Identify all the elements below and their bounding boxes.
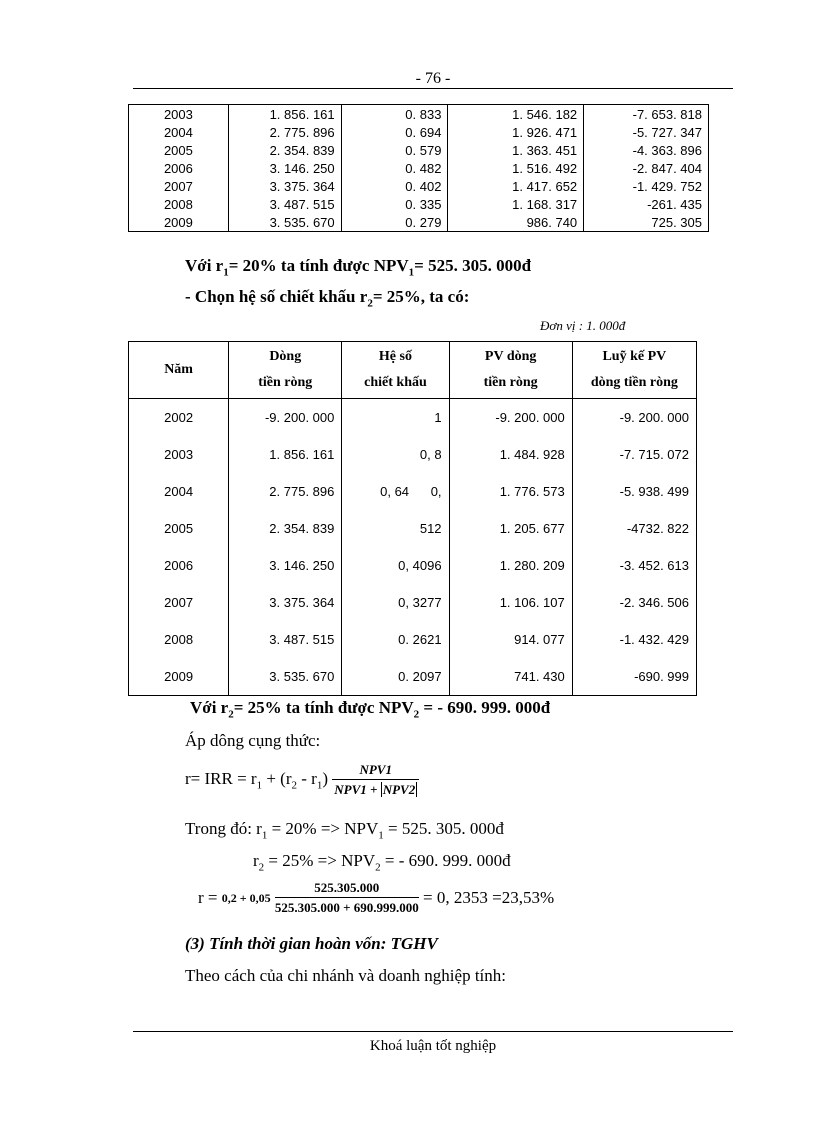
table-cell: 512 xyxy=(342,510,449,547)
table-cell: -7. 653. 818 xyxy=(584,105,709,124)
table-row xyxy=(129,510,697,547)
section-heading: (3) Tính thời gian hoàn vốn: TGHV xyxy=(185,934,438,953)
irr-fraction: $\frac{\text{NPV1}}{\text{NPV1 + NPV2}}$ xyxy=(332,762,419,798)
table-cell: 1. 546. 182 xyxy=(448,105,584,124)
column-header xyxy=(342,342,449,399)
table-row xyxy=(129,141,709,159)
table-row xyxy=(129,547,697,584)
choose-discount-line: - Chọn hệ số chiết khấu $r_2= 25\%$, ta có: xyxy=(185,287,470,310)
table-cell: 2. 775. 896 xyxy=(228,123,341,141)
table-cell: 2007 xyxy=(129,177,229,195)
table-cell: -5. 938. 499 xyxy=(572,473,696,510)
table-cell: 1. 280. 209 xyxy=(449,547,572,584)
table-cell: -4. 363. 896 xyxy=(584,141,709,159)
column-header-line: tiền ròng xyxy=(258,375,313,390)
npv1-result-line: Với $r_1= 20\%$ ta tính được $NPV_1= 525$. 305. 000đ xyxy=(185,256,532,279)
table-cell: 1 xyxy=(342,399,449,437)
table-row xyxy=(129,436,697,473)
table-cell: 2002 xyxy=(129,399,229,437)
footer-text: Khoá luận tốt nghiệp xyxy=(369,1038,497,1054)
table-cell: 2008 xyxy=(129,621,229,658)
header-rule xyxy=(133,88,733,89)
table-cell: -5. 727. 347 xyxy=(584,123,709,141)
table-cell: 3. 375. 364 xyxy=(229,584,342,621)
table-cell: 3. 146. 250 xyxy=(228,159,341,177)
table-cell: 1. 776. 573 xyxy=(449,473,572,510)
table-cell: 1. 926. 471 xyxy=(448,123,584,141)
table-cell: 0, 8 xyxy=(342,436,449,473)
column-header-line: PV dòng xyxy=(484,349,537,364)
table-cell: 2. 775. 896 xyxy=(229,473,342,510)
column-header xyxy=(572,342,696,399)
table-cell: 741. 430 xyxy=(449,658,572,696)
table-cell: 0. 694 xyxy=(341,123,448,141)
table-row xyxy=(129,177,709,195)
table-cell: 0. 335 xyxy=(341,195,448,213)
table-cell: 1. 484. 928 xyxy=(449,436,572,473)
calc-fraction: $\frac{525.305.000}{525.305.000 + 690.999.000}$ xyxy=(274,880,419,915)
table-row xyxy=(129,123,709,141)
column-header-line: Năm xyxy=(164,362,193,377)
table-cell: 0. 279 xyxy=(341,213,448,232)
table-cell: 2006 xyxy=(129,159,229,177)
npv2-table xyxy=(128,341,697,696)
table-cell: -1. 432. 429 xyxy=(572,621,696,658)
column-header-line: dòng tiền ròng xyxy=(590,375,678,390)
table-cell: -9. 200. 000 xyxy=(229,399,342,437)
table-cell: 2007 xyxy=(129,584,229,621)
table-cell: -7. 715. 072 xyxy=(572,436,696,473)
table-cell: 2008 xyxy=(129,195,229,213)
table-row xyxy=(129,584,697,621)
column-header-line: tiền ròng xyxy=(483,375,538,390)
table-cell: 986. 740 xyxy=(448,213,584,232)
table-cell: -3. 452. 613 xyxy=(572,547,696,584)
table-cell: 0. 482 xyxy=(341,159,448,177)
table-cell: 1. 106. 107 xyxy=(449,584,572,621)
table-cell: 1. 516. 492 xyxy=(448,159,584,177)
table-cell: 914. 077 xyxy=(449,621,572,658)
table-cell: 0. 2097 xyxy=(342,658,449,696)
table-cell: 2. 354. 839 xyxy=(228,141,341,159)
table-cell: 0. 833 xyxy=(341,105,448,124)
column-header-line: chiết khấu xyxy=(364,375,427,390)
table-cell: -9. 200. 000 xyxy=(572,399,696,437)
table-row xyxy=(129,105,709,124)
table-cell: 2003 xyxy=(129,436,229,473)
table-cell: 3. 487. 515 xyxy=(229,621,342,658)
table-cell: -1. 429. 752 xyxy=(584,177,709,195)
table-row xyxy=(129,213,709,232)
npv2-result-line: Với $r_2= 25\%$ ta tính được $NPV_2$ = - 690. 999. 000đ xyxy=(190,698,551,721)
table-cell: 0, 3277 xyxy=(342,584,449,621)
table-cell: -2. 346. 506 xyxy=(572,584,696,621)
table-cell: 3. 535. 670 xyxy=(228,213,341,232)
table-cell: 3. 487. 515 xyxy=(228,195,341,213)
table-row xyxy=(129,658,697,696)
table-cell: 0, 4096 xyxy=(342,547,449,584)
irr-calculation: r = 0,2 + 0,05 $\frac{525.305.000}{525.305.000 + 690.999.000}$ = 0, 2353 =23,53% xyxy=(198,880,555,915)
table-row xyxy=(129,159,709,177)
table-cell: -690. 999 xyxy=(572,658,696,696)
table-cell: 2003 xyxy=(129,105,229,124)
table-cell: -4732. 822 xyxy=(572,510,696,547)
where-r2-line: $r_2 = 25\% => NPV_2$ = - 690. 999. 000đ xyxy=(253,851,511,874)
table-cell: 2006 xyxy=(129,547,229,584)
table-cell: 725. 305 xyxy=(584,213,709,232)
table-cell: 2005 xyxy=(129,141,229,159)
apply-formula-line: Áp dông cụng thức: xyxy=(185,731,321,750)
table-cell: 2004 xyxy=(129,473,229,510)
page-number: - 76 - xyxy=(415,70,451,87)
table-cell: 2005 xyxy=(129,510,229,547)
table-cell: 1. 856. 161 xyxy=(229,436,342,473)
table-cell: 3. 535. 670 xyxy=(229,658,342,696)
column-header-line: Hệ số xyxy=(378,349,412,364)
table-cell: 1. 205. 677 xyxy=(449,510,572,547)
table-cell: 0. 402 xyxy=(341,177,448,195)
table-cell: 3. 375. 364 xyxy=(228,177,341,195)
table-row xyxy=(129,473,697,510)
table-row xyxy=(129,195,709,213)
table-cell: 1. 168. 317 xyxy=(448,195,584,213)
table-cell: 0. 579 xyxy=(341,141,448,159)
table-cell: 0, 64 0, xyxy=(342,473,449,510)
table-cell: -2. 847. 404 xyxy=(584,159,709,177)
table-cell: -9. 200. 000 xyxy=(449,399,572,437)
footer-rule xyxy=(133,1031,733,1032)
column-header-line: Dòng xyxy=(269,349,302,364)
column-header xyxy=(229,342,342,399)
table-cell: 2. 354. 839 xyxy=(229,510,342,547)
table-cell: 2009 xyxy=(129,658,229,696)
where-r1-line: Trong đó: $r_1 = 20\% => NPV_1 = 525$. 305. 000đ xyxy=(185,819,504,842)
table-cell: -261. 435 xyxy=(584,195,709,213)
table-cell: 1. 856. 161 xyxy=(228,105,341,124)
table-row xyxy=(129,621,697,658)
table-cell: 1. 417. 652 xyxy=(448,177,584,195)
unit-label: Đơn vị : 1. 000đ xyxy=(540,318,626,333)
column-header xyxy=(449,342,572,399)
table-row xyxy=(129,399,697,437)
table-cell: 2009 xyxy=(129,213,229,232)
irr-formula: r= IRR = $r_1 + (r_2 - r_1)$ $\frac{\text{NPV1}}{\text{NPV1 + NPV2}}$ xyxy=(185,762,419,798)
table-cell: 0. 2621 xyxy=(342,621,449,658)
column-header xyxy=(129,342,229,399)
table-cell: 2004 xyxy=(129,123,229,141)
table-cell: 3. 146. 250 xyxy=(229,547,342,584)
npv1-continuation-table xyxy=(128,104,709,232)
column-header-line: Luỹ kế PV xyxy=(602,349,667,364)
table-cell: 1. 363. 451 xyxy=(448,141,584,159)
method-line: Theo cách của chi nhánh và doanh nghiệp tính: xyxy=(185,966,506,985)
